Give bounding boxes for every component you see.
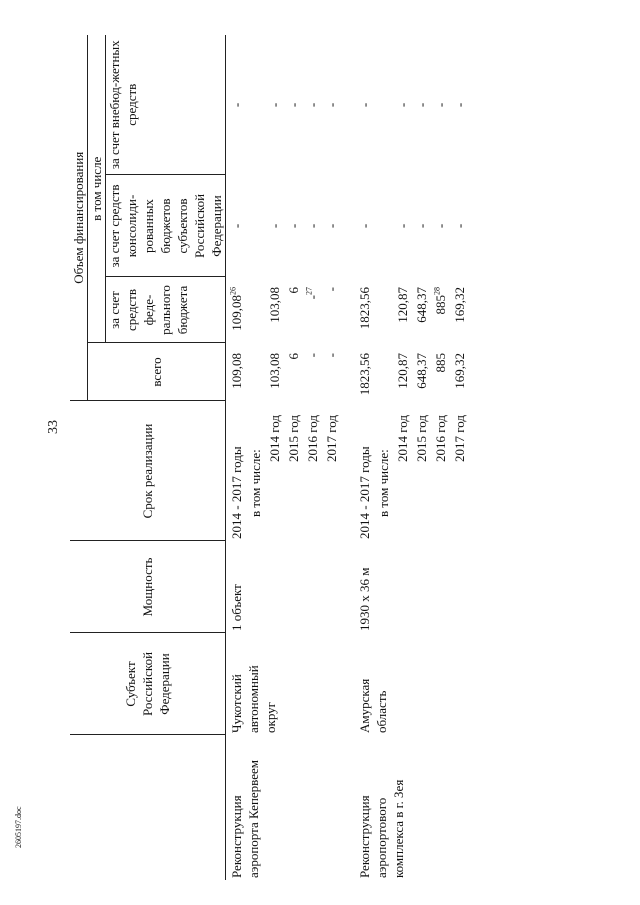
regional-value: - (395, 223, 410, 229)
extrabudget-value: - (452, 102, 467, 108)
project-subject: Амурская область (357, 678, 389, 733)
regional-value: - (267, 223, 282, 229)
extrabudget-value: - (229, 102, 244, 108)
federal-value: 103,08 (267, 287, 282, 323)
extrabudget-value: - (357, 102, 372, 108)
project-subject: Чукотский автономный округ (229, 665, 278, 733)
header-object (70, 735, 226, 880)
regional-value: - (324, 223, 339, 229)
extrabudget-value: - (305, 102, 320, 108)
total-value: 109,08 (229, 353, 244, 389)
document-filename: 2605197.doc (14, 806, 23, 848)
year-label: 2016 год (433, 415, 448, 462)
total-value: 6 (286, 353, 301, 360)
regional-value: - (229, 223, 244, 229)
header-subject: Субъект Российской Федерации (70, 633, 226, 735)
year-label: 2017 год (452, 415, 467, 462)
project-term: 2014 - 2017 годы (229, 446, 244, 539)
extrabudget-value: - (395, 102, 410, 108)
extrabudget-value: - (414, 102, 429, 108)
header-capacity: Мощность (70, 541, 226, 633)
header-including: в том числе (88, 35, 106, 343)
total-value: 169,32 (452, 353, 467, 389)
federal-value: 109,08$^{26}$ (228, 287, 244, 331)
year-label: 2015 год (414, 415, 429, 462)
rotated-table-wrapper (70, 35, 590, 880)
federal-value: 1823,56 (357, 287, 372, 330)
year-label: 2015 год (286, 415, 301, 462)
header-total: всего (88, 343, 226, 401)
total-value: 1823,56 (357, 353, 372, 396)
regional-value: - (452, 223, 467, 229)
extrabudget-value: - (286, 102, 301, 108)
total-value: - (324, 353, 339, 358)
project-term: 2014 - 2017 годы (357, 446, 372, 539)
extrabudget-value: - (324, 102, 339, 108)
footnote-mark: 27 (304, 287, 314, 295)
total-value: 103,08 (267, 353, 282, 389)
year-label: 2014 год (395, 415, 410, 462)
year-label: 2017 год (324, 415, 339, 462)
header-regional: за счет средств консолиди-рованных бюджетов субъектов Российской Федерации (106, 175, 226, 277)
federal-value: 648,37 (414, 287, 429, 323)
project-name: Реконструкция аэропортового комплекса в г. Зея (357, 779, 406, 878)
total-value: 885 (433, 353, 448, 373)
footnote-mark: 26 (228, 287, 238, 295)
federal-value: $885^{28}$ (432, 287, 448, 315)
extrabudget-value: - (267, 102, 282, 108)
project-name: Реконструкция аэропорта Кепервеем (229, 760, 261, 878)
federal-value: 6 (286, 287, 301, 294)
federal-value: -$^{27}$ (304, 287, 320, 300)
table-row (226, 35, 246, 880)
header-extrabudget: за счет внебюд-жетных средств (106, 35, 226, 175)
year-label: 2014 год (267, 415, 282, 462)
federal-value: - (324, 287, 339, 292)
including-label: в том числе: (376, 449, 391, 517)
total-value: - (305, 353, 320, 358)
regional-value: - (357, 223, 372, 229)
regional-value: - (433, 223, 448, 229)
regional-value: - (414, 223, 429, 229)
project-capacity: 1930 x 36 м (357, 567, 372, 631)
header-financing: Объем финансирования (70, 35, 88, 401)
regional-value: - (305, 223, 320, 229)
header-federal: за счет средств феде-рального бюджета (106, 277, 226, 343)
page-number: 33 (46, 420, 61, 434)
including-label: в том числе: (248, 449, 263, 517)
year-label: 2016 год (305, 415, 320, 462)
federal-value: 120,87 (395, 287, 410, 323)
total-value: 120,87 (395, 353, 410, 389)
regional-value: - (286, 223, 301, 229)
footnote-mark: 28 (432, 287, 442, 295)
header-term: Срок реализации (70, 401, 226, 541)
federal-value: 169,32 (452, 287, 467, 323)
extrabudget-value: - (433, 102, 448, 108)
project-capacity: 1 объект (229, 584, 244, 631)
table-row (354, 35, 373, 880)
total-value: 648,37 (414, 353, 429, 389)
financing-table (70, 35, 468, 880)
